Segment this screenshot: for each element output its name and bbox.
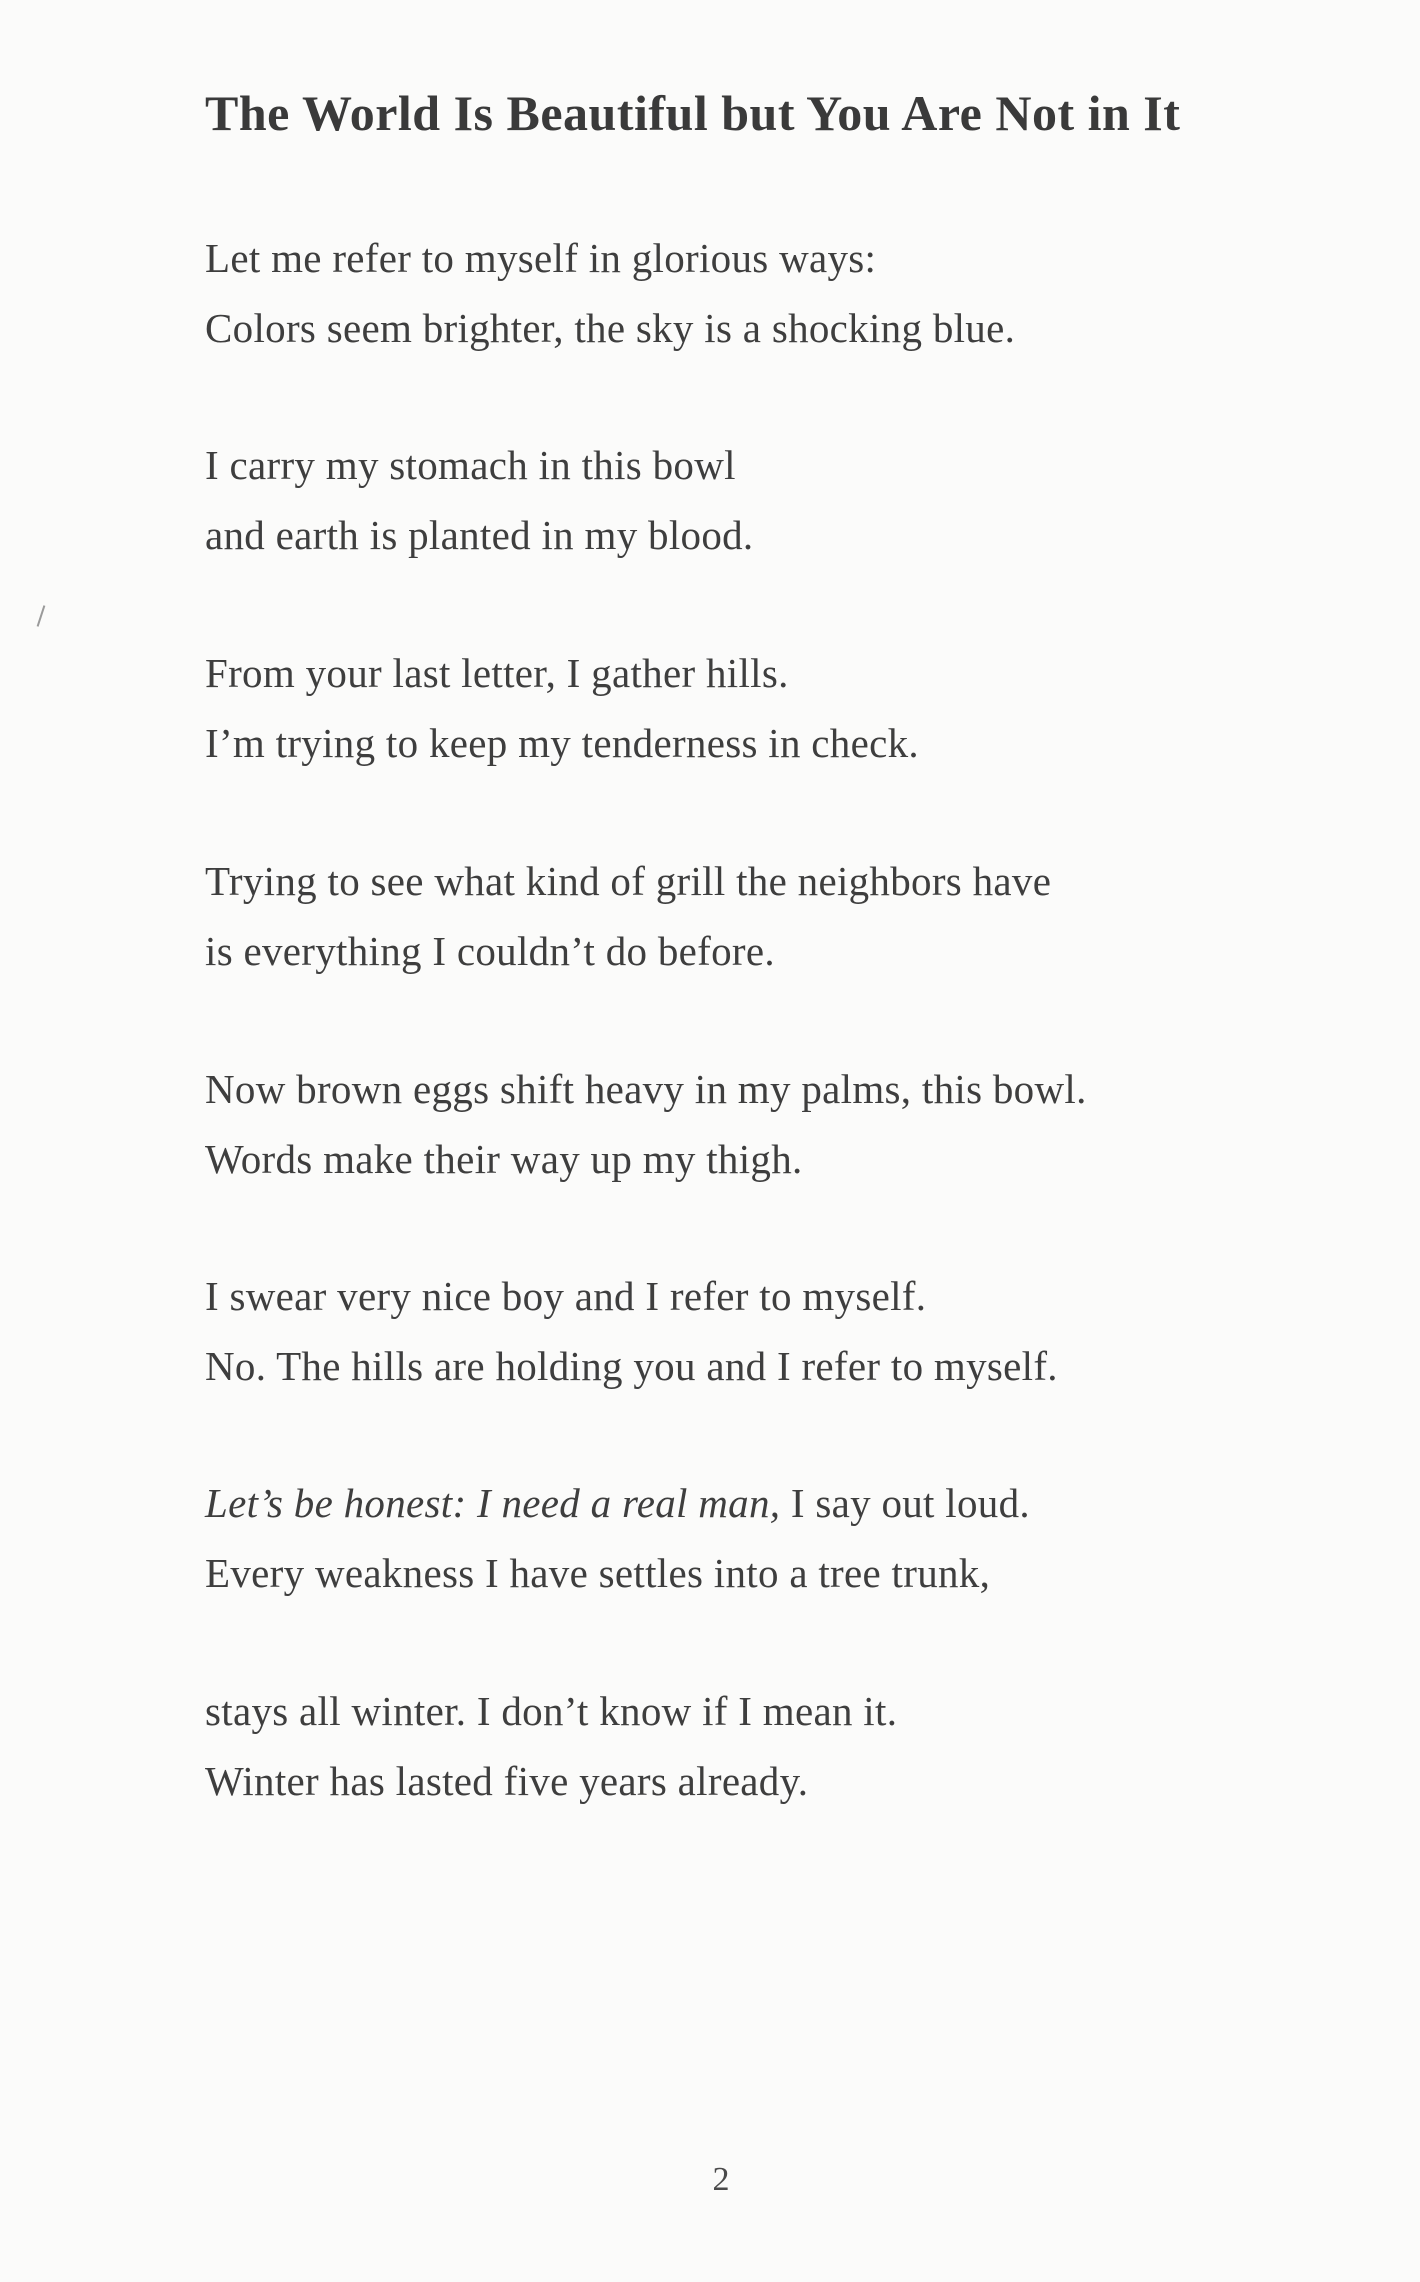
poem-line: is everything I couldn’t do before. (205, 928, 775, 974)
poem-line-roman-part: I say out loud. (780, 1480, 1030, 1526)
poem-line: Words make their way up my thigh. (205, 1136, 803, 1182)
poem-line-italic-part: Let’s be honest: I need a real man, (205, 1480, 781, 1526)
poem-line: I’m trying to keep my tenderness in check. (205, 720, 919, 766)
poem-line: Winter has lasted five years already. (205, 1758, 809, 1804)
poem-title: The World Is Beautiful but You Are Not in It (205, 85, 1181, 141)
poem-line: Now brown eggs shift heavy in my palms, this bowl. (205, 1066, 1087, 1112)
poem-line: Let me refer to myself in glorious ways: (205, 235, 877, 281)
poem-line: I carry my stomach in this bowl (205, 442, 736, 488)
poem-line: Colors seem brighter, the sky is a shocking blue. (205, 305, 1016, 351)
poem-line: From your last letter, I gather hills. (205, 650, 789, 696)
poem-line: Trying to see what kind of grill the neighbors have (205, 858, 1052, 904)
poem-line: I swear very nice boy and I refer to myself. (205, 1273, 927, 1319)
page-number: 2 (712, 2161, 730, 2198)
poem-line: Every weakness I have settles into a tree trunk, (205, 1550, 991, 1596)
poem-line: No. The hills are holding you and I refer to myself. (205, 1343, 1058, 1389)
poem-line: and earth is planted in my blood. (205, 512, 754, 558)
poem-line: stays all winter. I don’t know if I mean it. (205, 1688, 898, 1734)
stray-pen-mark (37, 605, 46, 627)
poem-line-mixed (205, 1475, 1030, 1531)
